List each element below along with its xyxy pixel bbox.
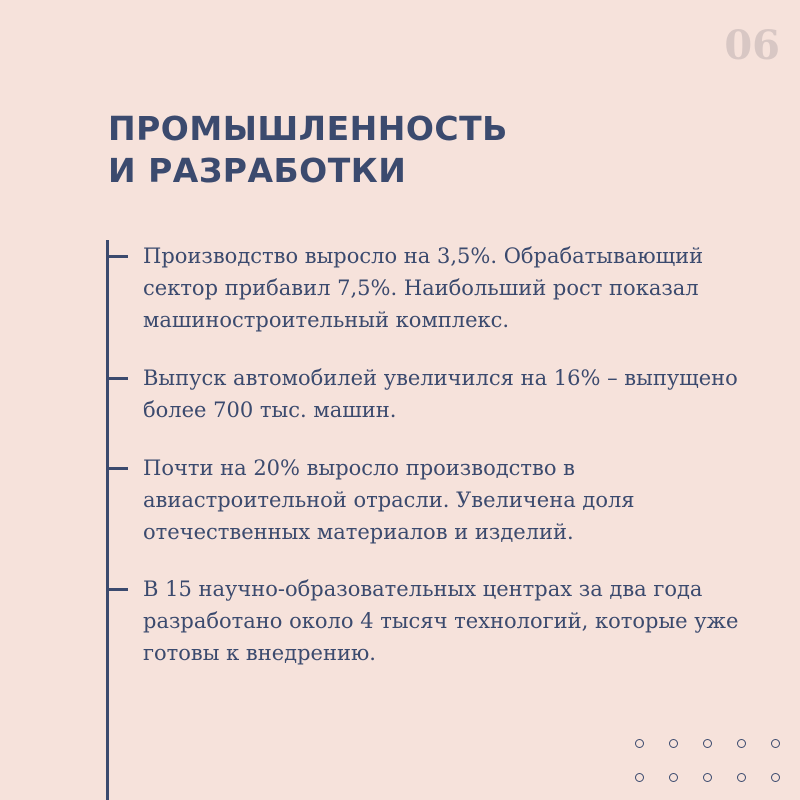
dot-icon — [771, 773, 780, 782]
dot-icon — [703, 773, 712, 782]
dot-icon — [737, 739, 746, 748]
fact-text: Почти на 20% выросло производство в авиастроительной отрасли. Увеличена доля отечественных материалов и изделий. — [143, 456, 635, 544]
fact-text: Производство выросло на 3,5%. Обрабатывающий сектор прибавил 7,5%. Наибольший рост показал машиностроительный комплекс. — [143, 244, 704, 332]
fact-text: Выпуск автомобилей увеличился на 16% – выпущено более 700 тыс. машин. — [143, 366, 738, 422]
dot-icon — [737, 773, 746, 782]
decorative-dot-grid — [635, 739, 782, 782]
page-title-line-1: ПРОМЫШЛЕННОСТЬ — [108, 109, 508, 148]
dot-icon — [771, 739, 780, 748]
dot-icon — [669, 739, 678, 748]
dot-icon — [669, 773, 678, 782]
dot-icon — [703, 739, 712, 748]
page-number: 06 — [724, 22, 780, 69]
dot-icon — [635, 773, 644, 782]
dot-icon — [635, 739, 644, 748]
timeline-tick — [106, 377, 128, 380]
timeline-tick — [106, 255, 128, 258]
page-title-line-2: И РАЗРАБОТКИ — [108, 151, 407, 190]
timeline-tick — [106, 467, 128, 470]
timeline-tick — [106, 588, 128, 591]
fact-text: В 15 научно-образовательных центрах за два года разработано около 4 тысяч технологий, которые уже готовы к внедрению. — [143, 577, 739, 665]
